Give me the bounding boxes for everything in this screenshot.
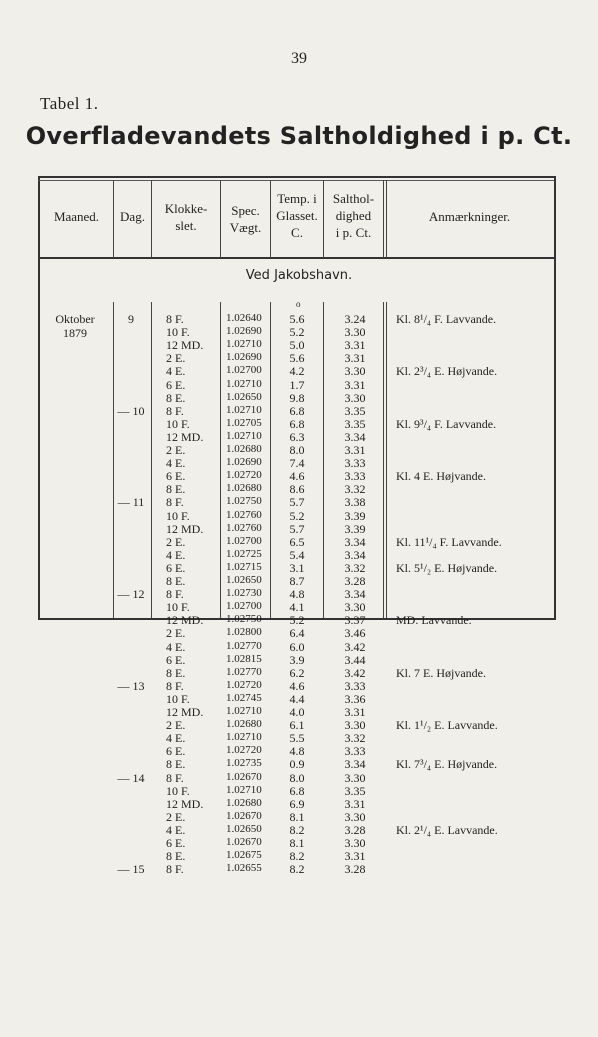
remark-text: Kl. 4 E. Højvande. <box>396 469 486 483</box>
salinity-cell: 3.28 <box>344 823 366 837</box>
header-maaned: Maaned. <box>53 209 100 224</box>
spec-cell: 1.02690 <box>226 456 262 468</box>
salinity-cell: 3.42 <box>344 666 366 680</box>
temp-cell: 4.0 <box>289 705 305 719</box>
header-salt-line2: dighed <box>335 208 372 223</box>
header-spec-line1: Spec. <box>231 203 260 218</box>
salinity-cell: 3.24 <box>344 312 366 326</box>
time-cell: 10 F. <box>166 692 190 706</box>
temp-cell: 6.8 <box>289 404 305 418</box>
remark-text: Kl. 2³/₄ E. Højvande. <box>396 364 498 378</box>
spec-cell: 1.02710 <box>226 404 262 416</box>
header-anmaerkninger: Anmærkninger. <box>428 209 511 224</box>
remark-text: Kl. 5¹/₂ E. Højvande. <box>396 561 498 575</box>
temp-cell: 5.7 <box>289 495 305 509</box>
remark-text: Kl. 7 E. Højvande. <box>396 666 486 680</box>
salinity-cell: 3.32 <box>344 561 366 575</box>
spec-cell: 1.02710 <box>226 731 262 743</box>
time-cell: 4 E. <box>166 823 186 837</box>
temp-cell: 8.0 <box>289 443 305 457</box>
spec-cell: 1.02770 <box>226 640 262 652</box>
time-cell: 2 E. <box>166 810 186 824</box>
day-label: — 12 <box>117 587 145 601</box>
salinity-cell: 3.28 <box>344 574 366 588</box>
time-cell: 10 F. <box>166 784 190 798</box>
header-salt-line1: Salthol- <box>332 191 375 206</box>
temp-cell: 1.7 <box>289 378 305 392</box>
time-cell: 8 F. <box>166 679 184 693</box>
day-label: — 15 <box>117 862 145 876</box>
temp-cell: 6.1 <box>289 718 305 732</box>
temp-cell: 6.0 <box>289 640 305 654</box>
salinity-cell: 3.31 <box>344 705 366 719</box>
temp-cell: 6.8 <box>289 784 305 798</box>
time-cell: 12 MD. <box>166 705 204 719</box>
temp-cell: 6.4 <box>289 626 305 640</box>
page-title: Overfladevandets Saltholdighed i p. Ct. <box>25 122 573 150</box>
header-salt-line3: i p. Ct. <box>335 225 372 240</box>
salinity-cell: 3.30 <box>344 325 366 339</box>
temp-cell: 4.6 <box>289 679 305 693</box>
column-divider <box>151 302 152 618</box>
day-label: — 13 <box>117 679 145 693</box>
spec-cell: 1.02770 <box>226 666 262 678</box>
day-label: 9 <box>128 312 134 326</box>
temp-cell: 5.6 <box>289 312 305 326</box>
day-label: — 14 <box>117 771 145 785</box>
salinity-cell: 3.31 <box>344 443 366 457</box>
column-divider <box>220 302 221 618</box>
remark-text: Kl. 7³/₄ E. Højvande. <box>396 757 498 771</box>
temp-cell: 5.2 <box>289 325 305 339</box>
time-cell: 6 E. <box>166 744 186 758</box>
temp-cell: 8.2 <box>289 862 305 876</box>
temp-cell: 8.2 <box>289 849 305 863</box>
temp-cell: 7.4 <box>289 456 305 470</box>
time-cell: 6 E. <box>166 653 186 667</box>
spec-cell: 1.02715 <box>226 561 262 573</box>
spec-cell: 1.02640 <box>226 312 262 324</box>
time-cell: 12 MD. <box>166 430 204 444</box>
header-temp-line3: C. <box>291 225 303 240</box>
time-cell: 4 E. <box>166 364 186 378</box>
time-cell: 2 E. <box>166 351 186 365</box>
temp-cell: 8.1 <box>289 810 305 824</box>
temp-cell: 4.2 <box>289 364 305 378</box>
spec-cell: 1.02750 <box>226 495 262 507</box>
column-divider <box>270 302 271 618</box>
table-label: Tabel 1. <box>40 94 99 113</box>
spec-cell: 1.02700 <box>226 600 262 612</box>
spec-cell: 1.02815 <box>226 653 262 665</box>
spec-cell: 1.02680 <box>226 482 262 494</box>
time-cell: 8 F. <box>166 404 184 418</box>
header-bottom-rule <box>38 257 554 259</box>
salinity-cell: 3.30 <box>344 600 366 614</box>
remark-text: Kl. 11¹/₄ F. Lavvande. <box>396 535 502 549</box>
salinity-cell: 3.32 <box>344 731 366 745</box>
spec-cell: 1.02650 <box>226 823 262 835</box>
salinity-cell: 3.34 <box>344 757 366 771</box>
time-cell: 6 E. <box>166 561 186 575</box>
spec-cell: 1.02725 <box>226 548 262 560</box>
temp-cell: 3.9 <box>289 653 305 667</box>
salinity-cell: 3.33 <box>344 456 366 470</box>
salinity-cell: 3.34 <box>344 587 366 601</box>
temp-cell: 8.2 <box>289 823 305 837</box>
salinity-cell: 3.44 <box>344 653 366 667</box>
remark-text: Kl. 2¹/₄ E. Lavvande. <box>396 823 498 837</box>
month-year: 1879 <box>63 326 87 340</box>
remark-text: Kl. 8¹/₄ F. Lavvande. <box>396 312 497 326</box>
time-cell: 8 E. <box>166 482 186 496</box>
salinity-cell: 3.34 <box>344 535 366 549</box>
salinity-cell: 3.34 <box>344 548 366 562</box>
salinity-cell: 3.30 <box>344 718 366 732</box>
page-number: 39 <box>291 50 307 67</box>
header-temp-line1: Temp. i <box>277 191 317 206</box>
salinity-cell: 3.31 <box>344 351 366 365</box>
column-divider <box>383 302 384 618</box>
salinity-cell: 3.33 <box>344 744 366 758</box>
time-cell: 12 MD. <box>166 522 204 536</box>
salinity-cell: 3.31 <box>344 338 366 352</box>
time-cell: 2 E. <box>166 718 186 732</box>
spec-cell: 1.02705 <box>226 417 262 429</box>
spec-cell: 1.02680 <box>226 797 262 809</box>
temp-cell: 8.1 <box>289 836 305 850</box>
spec-cell: 1.02730 <box>226 587 262 599</box>
header-spec-line2: Vægt. <box>229 220 262 235</box>
header-klokkeslet <box>152 200 220 234</box>
time-cell: 6 E. <box>166 469 186 483</box>
time-cell: 12 MD. <box>166 613 204 627</box>
temp-cell: 4.8 <box>289 587 305 601</box>
spec-cell: 1.02700 <box>226 535 262 547</box>
time-cell: 10 F. <box>166 509 190 523</box>
month-label <box>40 312 110 340</box>
time-cell: 4 E. <box>166 548 186 562</box>
spec-cell: 1.02670 <box>226 836 262 848</box>
header-saltholdighed <box>324 190 383 241</box>
salinity-cell: 3.38 <box>344 495 366 509</box>
salinity-cell: 3.31 <box>344 797 366 811</box>
header-temp <box>271 190 323 241</box>
remark-text: Kl. 9³/₄ F. Lavvande. <box>396 417 497 431</box>
temp-cell: 5.6 <box>289 351 305 365</box>
spec-cell: 1.02710 <box>226 784 262 796</box>
temp-cell: 0.9 <box>289 757 305 771</box>
salinity-cell: 3.35 <box>344 404 366 418</box>
salinity-cell: 3.46 <box>344 626 366 640</box>
spec-cell: 1.02680 <box>226 718 262 730</box>
temp-cell: 8.0 <box>289 771 305 785</box>
column-divider <box>383 180 384 258</box>
time-cell: 4 E. <box>166 640 186 654</box>
salinity-cell: 3.35 <box>344 417 366 431</box>
salinity-cell: 3.30 <box>344 364 366 378</box>
temp-cell: 8.6 <box>289 482 305 496</box>
spec-cell: 1.02710 <box>226 378 262 390</box>
temp-cell: 4.1 <box>289 600 305 614</box>
degree-mark: o <box>296 299 301 309</box>
spec-cell: 1.02675 <box>226 849 262 861</box>
temp-cell: 3.1 <box>289 561 305 575</box>
header-klokkeslet-line2: slet. <box>175 218 197 233</box>
spec-cell: 1.02800 <box>226 626 262 638</box>
salinity-cell: 3.36 <box>344 692 366 706</box>
time-cell: 8 E. <box>166 757 186 771</box>
time-cell: 6 E. <box>166 378 186 392</box>
salinity-cell: 3.30 <box>344 810 366 824</box>
spec-cell: 1.02720 <box>226 744 262 756</box>
time-cell: 10 F. <box>166 417 190 431</box>
salinity-cell: 3.30 <box>344 836 366 850</box>
time-cell: 8 F. <box>166 771 184 785</box>
temp-cell: 5.0 <box>289 338 305 352</box>
salinity-cell: 3.34 <box>344 430 366 444</box>
time-cell: 4 E. <box>166 731 186 745</box>
time-cell: 2 E. <box>166 626 186 640</box>
spec-cell: 1.02680 <box>226 443 262 455</box>
spec-cell: 1.02720 <box>226 469 262 481</box>
header-klokkeslet-line1: Klokke- <box>164 201 208 216</box>
salinity-cell: 3.39 <box>344 522 366 536</box>
time-cell: 4 E. <box>166 456 186 470</box>
salinity-cell: 3.31 <box>344 849 366 863</box>
header-spec-vaegt <box>221 202 270 236</box>
temp-cell: 8.7 <box>289 574 305 588</box>
column-divider <box>386 302 387 618</box>
header-temp-line2: Glasset. <box>276 208 318 223</box>
time-cell: 8 E. <box>166 391 186 405</box>
day-label: — 10 <box>117 404 145 418</box>
temp-cell: 6.3 <box>289 430 305 444</box>
time-cell: 8 F. <box>166 495 184 509</box>
spec-cell: 1.02760 <box>226 522 262 534</box>
spec-cell: 1.02750 <box>226 613 262 625</box>
spec-cell: 1.02655 <box>226 862 262 874</box>
temp-cell: 4.4 <box>289 692 305 706</box>
temp-cell: 5.7 <box>289 522 305 536</box>
salinity-cell: 3.35 <box>344 784 366 798</box>
table-top-rule <box>38 176 554 178</box>
spec-cell: 1.02710 <box>226 430 262 442</box>
salinity-cell: 3.39 <box>344 509 366 523</box>
spec-cell: 1.02650 <box>226 391 262 403</box>
temp-cell: 6.8 <box>289 417 305 431</box>
day-label: — 11 <box>117 495 145 509</box>
section-heading: Ved Jakobshavn. <box>245 268 353 283</box>
spec-cell: 1.02710 <box>226 338 262 350</box>
temp-cell: 6.9 <box>289 797 305 811</box>
temp-cell: 5.2 <box>289 509 305 523</box>
salinity-cell: 3.32 <box>344 482 366 496</box>
spec-cell: 1.02700 <box>226 364 262 376</box>
temp-cell: 5.2 <box>289 613 305 627</box>
time-cell: 10 F. <box>166 600 190 614</box>
time-cell: 2 E. <box>166 535 186 549</box>
temp-cell: 9.8 <box>289 391 305 405</box>
salinity-cell: 3.42 <box>344 640 366 654</box>
month-name: Oktober <box>55 312 95 326</box>
spec-cell: 1.02745 <box>226 692 262 704</box>
salinity-cell: 3.33 <box>344 469 366 483</box>
remark-text: MD. Lavvande. <box>396 613 472 627</box>
time-cell: 6 E. <box>166 836 186 850</box>
spec-cell: 1.02720 <box>226 679 262 691</box>
spec-cell: 1.02670 <box>226 810 262 822</box>
time-cell: 2 E. <box>166 443 186 457</box>
temp-cell: 5.4 <box>289 548 305 562</box>
time-cell: 8 F. <box>166 587 184 601</box>
header-dag: Dag. <box>120 209 145 224</box>
spec-cell: 1.02690 <box>226 325 262 337</box>
salinity-cell: 3.28 <box>344 862 366 876</box>
remark-text: Kl. 1¹/₂ E. Lavvande. <box>396 718 498 732</box>
column-divider <box>113 302 114 618</box>
spec-cell: 1.02650 <box>226 574 262 586</box>
temp-cell: 6.5 <box>289 535 305 549</box>
spec-cell: 1.02690 <box>226 351 262 363</box>
spec-cell: 1.02735 <box>226 757 262 769</box>
salinity-cell: 3.31 <box>344 378 366 392</box>
time-cell: 8 E. <box>166 666 186 680</box>
salinity-cell: 3.33 <box>344 679 366 693</box>
time-cell: 8 E. <box>166 849 186 863</box>
spec-cell: 1.02670 <box>226 771 262 783</box>
temp-cell: 6.2 <box>289 666 305 680</box>
temp-cell: 4.8 <box>289 744 305 758</box>
time-cell: 8 F. <box>166 862 184 876</box>
time-cell: 12 MD. <box>166 797 204 811</box>
salinity-cell: 3.30 <box>344 771 366 785</box>
spec-cell: 1.02760 <box>226 509 262 521</box>
salinity-cell: 3.30 <box>344 391 366 405</box>
time-cell: 10 F. <box>166 325 190 339</box>
column-divider <box>323 302 324 618</box>
salinity-cell: 3.37 <box>344 613 366 627</box>
temp-cell: 4.6 <box>289 469 305 483</box>
time-cell: 12 MD. <box>166 338 204 352</box>
spec-cell: 1.02710 <box>226 705 262 717</box>
time-cell: 8 F. <box>166 312 184 326</box>
table-top-rule-thin <box>38 180 554 181</box>
temp-cell: 5.5 <box>289 731 305 745</box>
time-cell: 8 E. <box>166 574 186 588</box>
